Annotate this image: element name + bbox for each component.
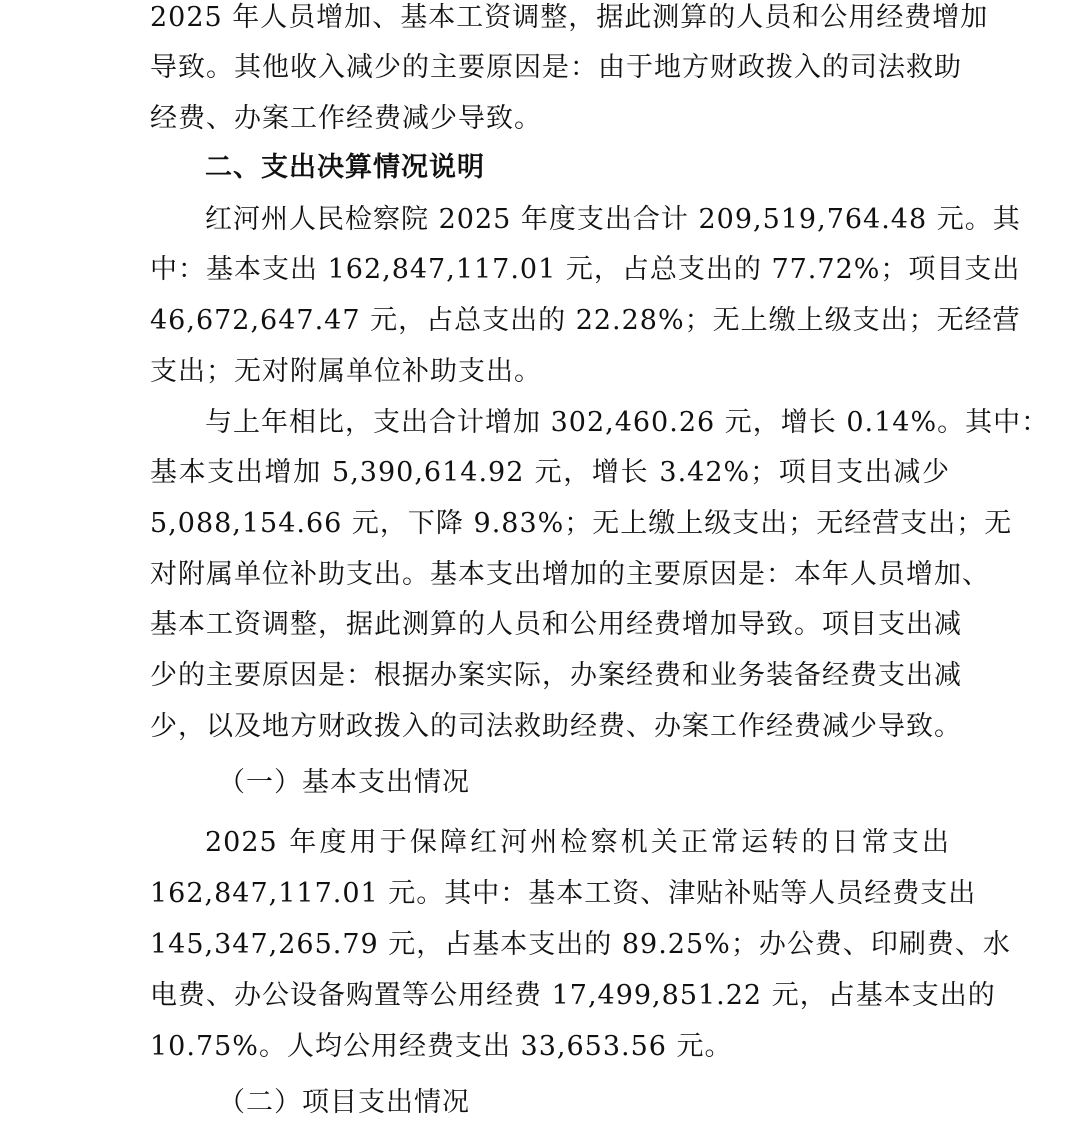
- paragraph-line: 145,347,265.79 元，占基本支出的 89.25%；办公费、印刷费、水: [150, 929, 1011, 960]
- paragraph-line: 基本支出增加 5,390,614.92 元，增长 3.42%；项目支出减少: [150, 457, 950, 488]
- paragraph-line: 少，以及地方财政拨入的司法救助经费、办案工作经费减少导致。: [150, 711, 962, 742]
- paragraph-line: 46,672,647.47 元，占总支出的 22.28%；无上缴上级支出；无经营: [150, 305, 1021, 336]
- paragraph-line: 中：基本支出 162,847,117.01 元，占总支出的 77.72%；项目支出: [150, 254, 1021, 285]
- paragraph-line: 162,847,117.01 元。其中：基本工资、津贴补贴等人员经费支出: [150, 878, 977, 909]
- paragraph-line: 与上年相比，支出合计增加 302,460.26 元，增长 0.14%。其中：: [205, 407, 1050, 438]
- paragraph-line: 电费、办公设备购置等公用经费 17,499,851.22 元，占基本支出的: [150, 980, 996, 1011]
- paragraph-line: 红河州人民检察院 2025 年度支出合计 209,519,764.48 元。其: [205, 204, 1021, 235]
- paragraph-line: 经费、办案工作经费减少导致。: [150, 103, 542, 134]
- paragraph-line: 2025 年度用于保障红河州检察机关正常运转的日常支出: [205, 827, 950, 858]
- section-heading: 二、支出决算情况说明: [205, 152, 485, 183]
- paragraph-line: 基本工资调整，据此测算的人员和公用经费增加导致。项目支出减: [150, 609, 962, 640]
- paragraph-line: 少的主要原因是：根据办案实际，办案经费和业务装备经费支出减: [150, 660, 962, 691]
- paragraph-line: 对附属单位补助支出。基本支出增加的主要原因是：本年人员增加、: [150, 559, 990, 590]
- paragraph-line: 支出；无对附属单位补助支出。: [150, 356, 542, 387]
- paragraph-line: 10.75%。人均公用经费支出 33,653.56 元。: [150, 1031, 733, 1062]
- subsection-heading: （一）基本支出情况: [218, 767, 470, 798]
- paragraph-line: 2025 年人员增加、基本工资调整，据此测算的人员和公用经费增加: [150, 2, 989, 33]
- paragraph-line: 5,088,154.66 元，下降 9.83%；无上缴上级支出；无经营支出；无: [150, 508, 1013, 539]
- subsection-heading: （二）项目支出情况: [218, 1087, 470, 1118]
- paragraph-line: 导致。其他收入减少的主要原因是：由于地方财政拨入的司法救助: [150, 52, 962, 83]
